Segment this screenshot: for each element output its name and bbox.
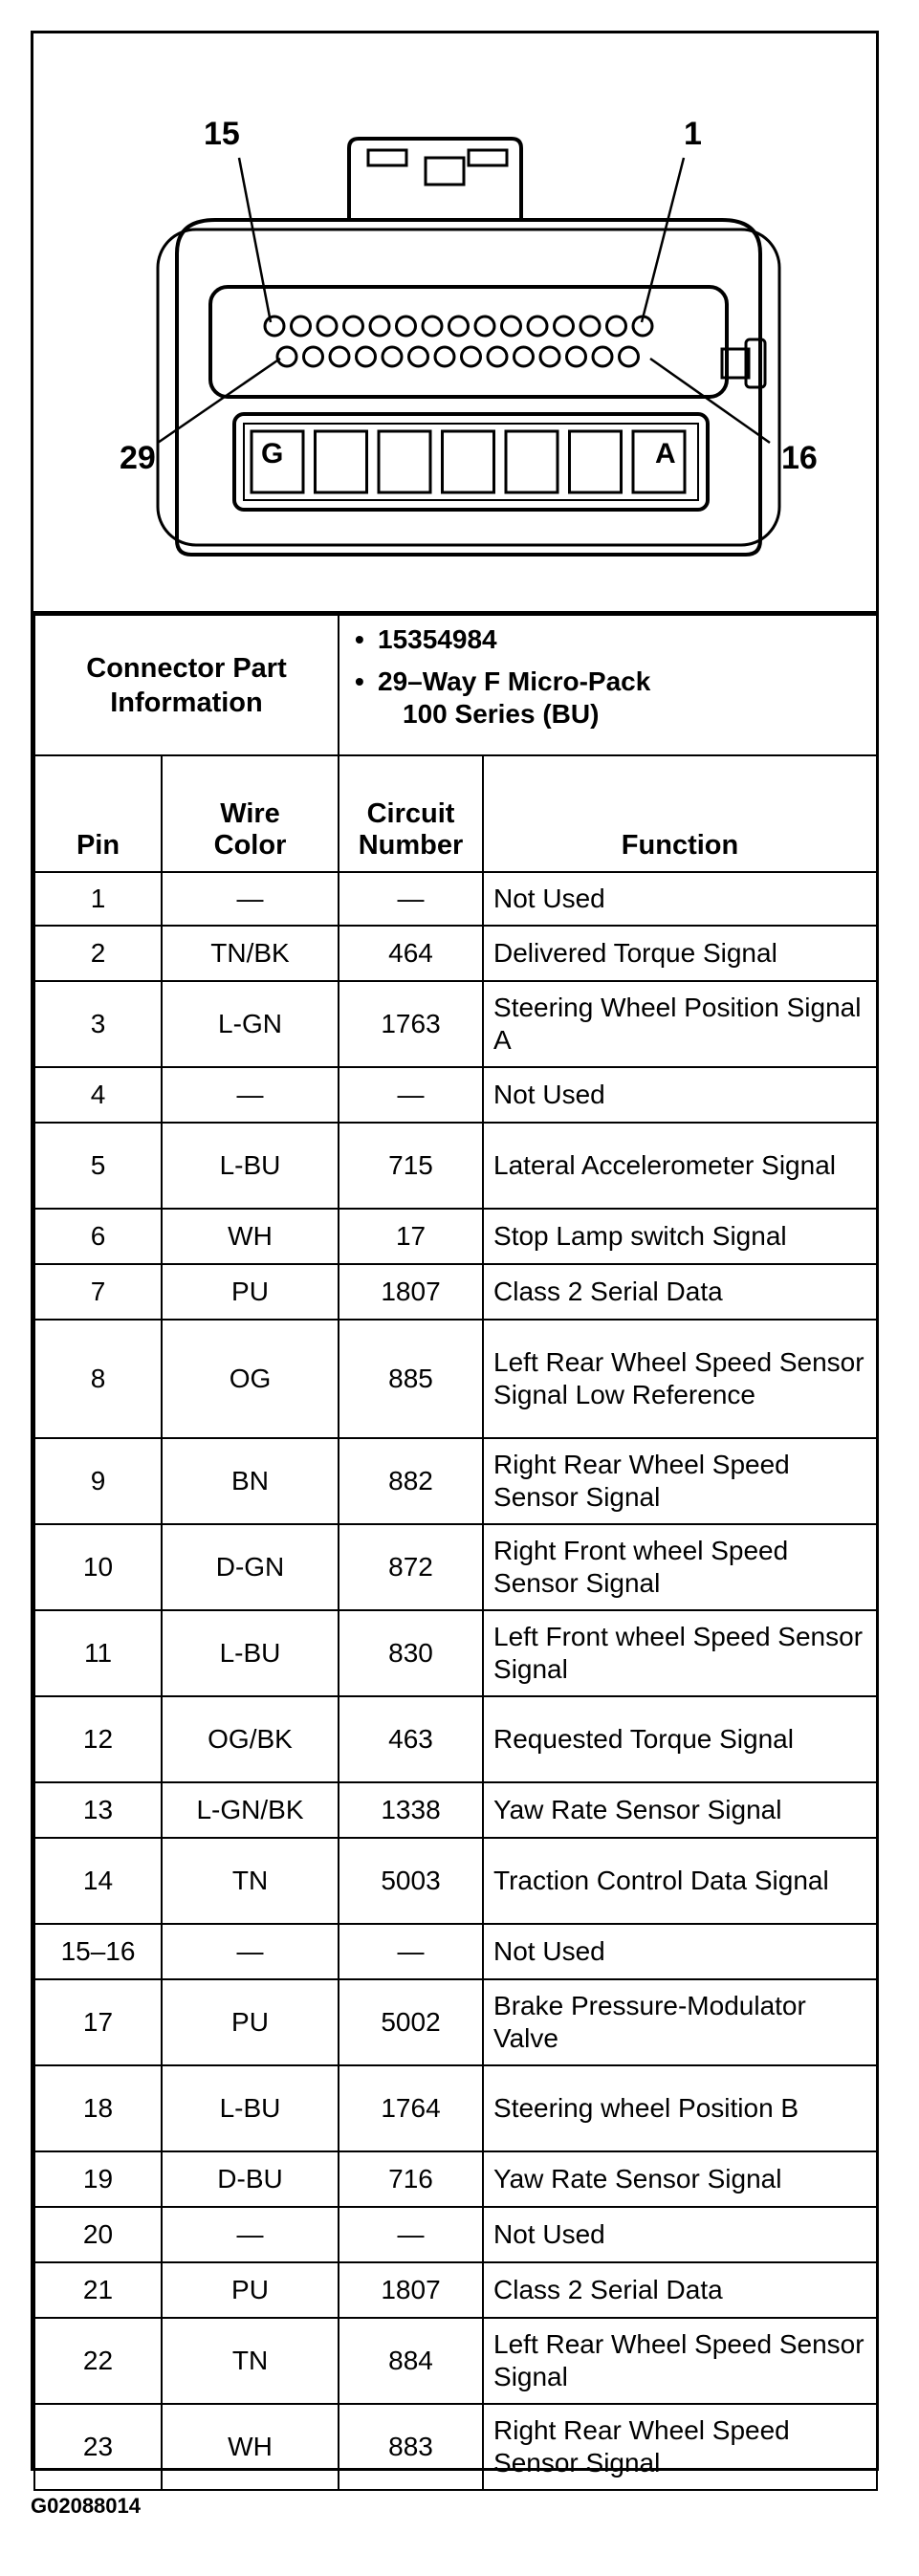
pin-cell: 12 bbox=[34, 1696, 162, 1782]
pin-hole bbox=[593, 347, 612, 366]
pin-hole bbox=[620, 347, 639, 366]
callout-pin-29: 29 bbox=[120, 440, 156, 476]
connector-description: • 29–Way F Micro-Pack bbox=[355, 666, 651, 696]
pin-cell: 22 bbox=[34, 2318, 162, 2404]
connector-info-values bbox=[339, 615, 877, 755]
table-row bbox=[34, 1924, 877, 1979]
circuit-number-cell: 1807 bbox=[339, 2262, 483, 2318]
table-row bbox=[34, 1209, 877, 1264]
table-row bbox=[34, 1264, 877, 1320]
circuit-number-cell: 5002 bbox=[339, 1979, 483, 2065]
function-cell: Not Used bbox=[483, 872, 877, 926]
function-cell: Left Front wheel Speed Sensor Signal bbox=[483, 1610, 877, 1696]
pin-cell: 14 bbox=[34, 1838, 162, 1924]
connector-housing bbox=[177, 220, 760, 555]
pin-cell: 6 bbox=[34, 1209, 162, 1264]
connector-diagram bbox=[33, 33, 876, 614]
wire-color-cell: L-BU bbox=[162, 1610, 339, 1696]
pin-hole bbox=[330, 347, 349, 366]
function-cell: Stop Lamp switch Signal bbox=[483, 1209, 877, 1264]
circuit-number-cell: 884 bbox=[339, 2318, 483, 2404]
table-row bbox=[34, 926, 877, 981]
pin-hole bbox=[462, 347, 481, 366]
callout-pin-1: 1 bbox=[684, 116, 702, 152]
pin-cell: 1 bbox=[34, 872, 162, 926]
pin-cell: 11 bbox=[34, 1610, 162, 1696]
callout-pin-15: 15 bbox=[204, 116, 240, 152]
pin-cell: 13 bbox=[34, 1782, 162, 1838]
pin-cell: 19 bbox=[34, 2151, 162, 2207]
pin-cell: 18 bbox=[34, 2065, 162, 2151]
circuit-number-cell: 883 bbox=[339, 2404, 483, 2490]
connector-sheet bbox=[31, 31, 879, 2478]
wire-color-cell: L-GN bbox=[162, 981, 339, 1067]
table-row bbox=[34, 1979, 877, 2065]
pin-hole bbox=[580, 317, 600, 336]
wire-color-cell: OG bbox=[162, 1320, 339, 1438]
wire-color-cell: TN bbox=[162, 2318, 339, 2404]
connector-shell-lip bbox=[158, 229, 779, 545]
wire-color-cell: TN/BK bbox=[162, 926, 339, 981]
cavity bbox=[506, 431, 558, 492]
table-row bbox=[34, 2151, 877, 2207]
table-row bbox=[34, 1610, 877, 1696]
wire-color-cell: — bbox=[162, 1924, 339, 1979]
cavity bbox=[570, 431, 622, 492]
pin-cell: 2 bbox=[34, 926, 162, 981]
pin-hole bbox=[528, 317, 547, 336]
table-row bbox=[34, 2065, 877, 2151]
function-cell: Steering wheel Position B bbox=[483, 2065, 877, 2151]
cavity-row bbox=[234, 414, 708, 510]
pin-cell: 7 bbox=[34, 1264, 162, 1320]
circuit-number-cell: 872 bbox=[339, 1524, 483, 1610]
circuit-number-cell: 1807 bbox=[339, 1264, 483, 1320]
pin-hole bbox=[449, 317, 469, 336]
function-cell: Yaw Rate Sensor Signal bbox=[483, 1782, 877, 1838]
function-cell: Yaw Rate Sensor Signal bbox=[483, 2151, 877, 2207]
pin-hole bbox=[317, 317, 337, 336]
table-row bbox=[34, 1320, 877, 1438]
circuit-number-cell: 1338 bbox=[339, 1782, 483, 1838]
table-header-row bbox=[34, 755, 877, 872]
function-cell: Brake Pressure-Modulator Valve bbox=[483, 1979, 877, 2065]
connector-info-row bbox=[34, 615, 877, 755]
table-row bbox=[34, 2262, 877, 2318]
function-cell: Not Used bbox=[483, 1924, 877, 1979]
table-row bbox=[34, 981, 877, 1067]
header-function: Function bbox=[483, 755, 877, 872]
wire-color-cell: WH bbox=[162, 1209, 339, 1264]
pin-cell: 8 bbox=[34, 1320, 162, 1438]
pin-cell: 10 bbox=[34, 1524, 162, 1610]
pin-cell: 3 bbox=[34, 981, 162, 1067]
connector-description-line2: 100 Series (BU) bbox=[403, 699, 600, 729]
table-row bbox=[34, 2207, 877, 2262]
pin-hole bbox=[292, 317, 311, 336]
cavity bbox=[316, 431, 367, 492]
table-row bbox=[34, 2318, 877, 2404]
function-cell: Class 2 Serial Data bbox=[483, 2262, 877, 2318]
table-row bbox=[34, 872, 877, 926]
pin-hole bbox=[567, 347, 586, 366]
pin-cell: 20 bbox=[34, 2207, 162, 2262]
part-number: • 15354984 bbox=[355, 624, 497, 654]
wire-color-cell: TN bbox=[162, 1838, 339, 1924]
table-row bbox=[34, 1782, 877, 1838]
pin-hole bbox=[383, 347, 402, 366]
cavity-array bbox=[252, 431, 685, 492]
pin-cell: 21 bbox=[34, 2262, 162, 2318]
circuit-number-cell: — bbox=[339, 872, 483, 926]
pin-cell: 5 bbox=[34, 1123, 162, 1209]
pin-cell: 15–16 bbox=[34, 1924, 162, 1979]
circuit-number-cell: 1764 bbox=[339, 2065, 483, 2151]
connector-info-label: Connector Part Information bbox=[34, 615, 339, 755]
pin-cell: 23 bbox=[34, 2404, 162, 2490]
table-row bbox=[34, 1524, 877, 1610]
pin-cell: 9 bbox=[34, 1438, 162, 1524]
circuit-number-cell: — bbox=[339, 1924, 483, 1979]
table-row bbox=[34, 1696, 877, 1782]
pin-array bbox=[265, 317, 652, 366]
wire-color-cell: BN bbox=[162, 1438, 339, 1524]
header-wire-color: Wire Color bbox=[162, 755, 339, 872]
pin-hole bbox=[344, 317, 363, 336]
function-cell: Not Used bbox=[483, 2207, 877, 2262]
figure-id: G02088014 bbox=[31, 2494, 141, 2518]
pin-hole bbox=[540, 347, 559, 366]
circuit-number-cell: — bbox=[339, 2207, 483, 2262]
wire-color-cell: — bbox=[162, 872, 339, 926]
pin-hole bbox=[304, 347, 323, 366]
table-row bbox=[34, 1438, 877, 1524]
pin-hole bbox=[397, 317, 416, 336]
pin-hole bbox=[370, 317, 389, 336]
wire-color-cell: L-BU bbox=[162, 1123, 339, 1209]
header-circuit-number: Circuit Number bbox=[339, 755, 483, 872]
function-cell: Steering Wheel Position Signal A bbox=[483, 981, 877, 1067]
pin-hole bbox=[265, 317, 284, 336]
cavity-letter-a: A bbox=[655, 438, 676, 469]
table-row bbox=[34, 1067, 877, 1123]
pin-hole bbox=[277, 347, 296, 366]
pin-hole bbox=[502, 317, 521, 336]
pin-hole bbox=[435, 347, 454, 366]
callout-pin-16: 16 bbox=[781, 440, 818, 476]
function-cell: Class 2 Serial Data bbox=[483, 1264, 877, 1320]
wire-color-cell: D-GN bbox=[162, 1524, 339, 1610]
wire-color-cell: PU bbox=[162, 2262, 339, 2318]
pin-hole bbox=[607, 317, 626, 336]
leader-15 bbox=[239, 158, 271, 322]
circuit-number-cell: 885 bbox=[339, 1320, 483, 1438]
connector-drawing bbox=[33, 33, 876, 611]
table-row bbox=[34, 1123, 877, 1209]
pin-hole bbox=[409, 347, 428, 366]
wire-color-cell: WH bbox=[162, 2404, 339, 2490]
wire-color-cell: PU bbox=[162, 1264, 339, 1320]
pin-cell: 4 bbox=[34, 1067, 162, 1123]
circuit-number-cell: 882 bbox=[339, 1438, 483, 1524]
circuit-number-cell: 1763 bbox=[339, 981, 483, 1067]
wire-color-cell: — bbox=[162, 2207, 339, 2262]
circuit-number-cell: 463 bbox=[339, 1696, 483, 1782]
circuit-number-cell: — bbox=[339, 1067, 483, 1123]
cavity bbox=[379, 431, 430, 492]
pin-hole bbox=[357, 347, 376, 366]
circuit-number-cell: 5003 bbox=[339, 1838, 483, 1924]
pin-hole bbox=[488, 347, 507, 366]
function-cell: Right Front wheel Speed Sensor Signal bbox=[483, 1524, 877, 1610]
function-cell: Not Used bbox=[483, 1067, 877, 1123]
function-cell: Left Rear Wheel Speed Sensor Signal Low Reference bbox=[483, 1320, 877, 1438]
pin-cell: 17 bbox=[34, 1979, 162, 2065]
pin-hole bbox=[514, 347, 534, 366]
circuit-number-cell: 17 bbox=[339, 1209, 483, 1264]
table-row bbox=[34, 1838, 877, 1924]
cavity bbox=[443, 431, 494, 492]
wire-color-cell: — bbox=[162, 1067, 339, 1123]
wire-color-cell: D-BU bbox=[162, 2151, 339, 2207]
table-row bbox=[34, 2404, 877, 2490]
pin-hole bbox=[555, 317, 574, 336]
wire-color-cell: L-GN/BK bbox=[162, 1782, 339, 1838]
pin-hole bbox=[423, 317, 442, 336]
function-cell: Requested Torque Signal bbox=[483, 1696, 877, 1782]
circuit-number-cell: 830 bbox=[339, 1610, 483, 1696]
pin-hole bbox=[475, 317, 494, 336]
pinout-table bbox=[33, 614, 878, 2491]
header-pin: Pin bbox=[34, 755, 162, 872]
circuit-number-cell: 716 bbox=[339, 2151, 483, 2207]
pin-face bbox=[210, 287, 727, 397]
circuit-number-cell: 464 bbox=[339, 926, 483, 981]
function-cell: Right Rear Wheel Speed Sensor Signal bbox=[483, 2404, 877, 2490]
cavity-letter-g: G bbox=[261, 438, 284, 469]
function-cell: Delivered Torque Signal bbox=[483, 926, 877, 981]
wire-color-cell: PU bbox=[162, 1979, 339, 2065]
function-cell: Left Rear Wheel Speed Sensor Signal bbox=[483, 2318, 877, 2404]
leader-1 bbox=[642, 158, 684, 322]
function-cell: Right Rear Wheel Speed Sensor Signal bbox=[483, 1438, 877, 1524]
function-cell: Lateral Accelerometer Signal bbox=[483, 1123, 877, 1209]
circuit-number-cell: 715 bbox=[339, 1123, 483, 1209]
wire-color-cell: L-BU bbox=[162, 2065, 339, 2151]
function-cell: Traction Control Data Signal bbox=[483, 1838, 877, 1924]
wire-color-cell: OG/BK bbox=[162, 1696, 339, 1782]
